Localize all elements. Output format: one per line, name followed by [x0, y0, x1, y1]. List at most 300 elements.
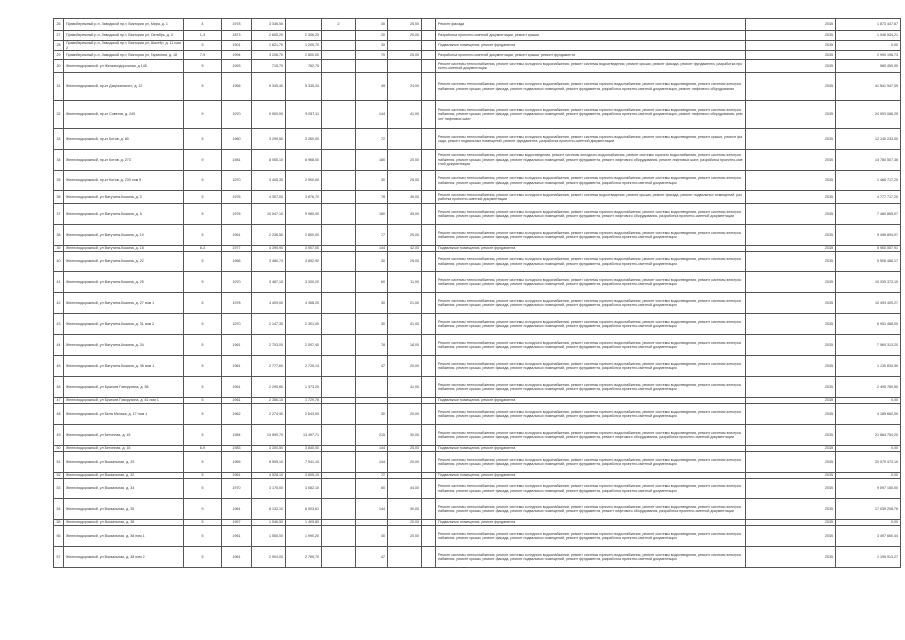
cell-cost: 10 493 400,27: [836, 293, 901, 314]
cell-empty: [422, 314, 436, 335]
cell-plan-year: 2035: [746, 246, 836, 252]
cell-living-area: 6 003,61: [286, 499, 322, 520]
cell-address: Железнодорожный, ул Вокзальная, д. 38 пом 1: [64, 526, 184, 547]
cell-number: 55: [54, 520, 64, 526]
cell-number: 31: [54, 73, 64, 101]
cell-cost: 7 480 865,07: [836, 204, 901, 225]
cell-address: Правобережный р-н, Заводской пр-т, Виктория ул, Гармония, д. 18: [64, 51, 184, 60]
cell-plan-year: 2035: [746, 51, 836, 60]
cell-work-types: Ремонт системы теплоснабжения, ремонт системы холодного водоснабжения, ремонт системы горячего водоснабжения, ремонт системы водоотведения, ремонт системы электроснабжения, ремонт крыши, ремонт фасада, ремонт подвальных помещений, ремонт фундамента, разработка проектно-сметной документации, ремонт лифтового оборудования: [436, 73, 746, 101]
cell-living-area: 13 497,71: [286, 425, 322, 446]
cell-total-area: 3 487,15: [252, 272, 286, 293]
cell-plan-year: 2035: [746, 377, 836, 398]
cell-number: 37: [54, 204, 64, 225]
cell-living-area: 1 373,20: [286, 377, 322, 398]
cell-plan-year: 2035: [746, 225, 836, 246]
cell-wear: 25,00: [388, 446, 422, 452]
cell-wear: 41,00: [388, 101, 422, 129]
cell-total-area: 9 900,00: [252, 101, 286, 129]
cell-cost: 980 450,00: [836, 60, 901, 73]
cell-address: Железнодорожный, ул Вокзальная, д. 38 пом 2: [64, 547, 184, 568]
cell-work-types: Ремонт системы теплоснабжения, ремонт системы холодного водоснабжения, ремонт системы горячего водоснабжения, ремонт системы водоотведения, ремонт системы электроснабжения, ремонт крыши, ремонт фасада, ремонт подвальных помещений, ремонт фундамента, разработка проектно-сметной документации: [436, 356, 746, 377]
cell-total-area: 8 132,10: [252, 499, 286, 520]
cell-year: 1970: [222, 272, 252, 293]
cell-work-types: Подвальные помещения, ремонт фундамента: [436, 398, 746, 404]
table-row: [54, 51, 901, 60]
cell-work-types: Подвальные помещения, ремонт фундамента: [436, 446, 746, 452]
cell-address: Железнодорожный, пр-кт Советов, д. 240: [64, 101, 184, 129]
cell-work-types: Ремонт системы теплоснабжения, ремонт системы холодного водоснабжения, ремонт системы горячего водоснабжения, ремонт системы водоотведения, ремонт системы электроснабжения, ремонт крыши, ремонт фасада, ремонт подвальных помещений, ремонт фундамента, разработка проектно-сметной документации: [436, 314, 746, 335]
cell-floors: 5: [184, 41, 222, 51]
cell-entrances: [322, 314, 356, 335]
cell-floors: 5: [184, 404, 222, 425]
cell-floors: 5: [184, 473, 222, 479]
table-row: [54, 225, 901, 246]
cell-floors: 5: [184, 191, 222, 204]
cell-work-types: Ремонт системы теплоснабжения, ремонт системы холодного водоснабжения, ремонт системы горячего водоснабжения, ремонт системы водоотведения, ремонт системы электроснабжения, ремонт крыши, ремонт фасада, ремонт подвальных помещений, ремонт фундамента, разработка проектно-сметной документации: [436, 293, 746, 314]
cell-address: Железнодорожный, ул Ватутина-Кожина, д. 34: [64, 335, 184, 356]
cell-wear: 20,00: [388, 31, 422, 41]
cell-year: 1994: [222, 51, 252, 60]
cell-year: 1977: [222, 246, 252, 252]
cell-cost: 7 960 313,20: [836, 335, 901, 356]
cell-empty: [422, 51, 436, 60]
cell-empty: [422, 377, 436, 398]
cell-floors: 5: [184, 526, 222, 547]
cell-work-types: Подвальные помещения, ремонт фундамента: [436, 473, 746, 479]
cell-floors: 1-3: [184, 31, 222, 41]
table-row: [54, 129, 901, 150]
cell-cost: 2 990 196,73: [836, 51, 901, 60]
cell-cost: 5 506 486,17: [836, 252, 901, 272]
cell-work-types: Ремонт системы теплоснабжения, ремонт системы холодного водоснабжения, ремонт системы горячего водоснабжения, ремонт системы водоотведения, ремонт крыши, ремонт фасада, ремонт подвальных помещений, ремонт фундамента, разработка проектно-сметной документации: [436, 129, 746, 150]
cell-number: 52: [54, 473, 64, 479]
cell-entrances: [322, 51, 356, 60]
cell-address: Железнодорожный, ул Бетонная, д. 15: [64, 425, 184, 446]
cell-empty: [422, 499, 436, 520]
table-row: [54, 73, 901, 101]
cell-living-area: 3 330,20: [286, 272, 322, 293]
cell-work-types: Ремонт системы теплоснабжения, ремонт системы холодного водоснабжения, ремонт системы горячего водоснабжения, ремонт системы водоотведения, ремонт системы электроснабжения, ремонт крыши, ремонт фасада, ремонт подвальных помещений, ремонт фундамента, разработка проектно-сметной документации: [436, 479, 746, 499]
cell-plan-year: 2035: [746, 171, 836, 191]
cell-cost: 10 339 373,10: [836, 272, 901, 293]
cell-number: 44: [54, 335, 64, 356]
cell-entrances: [322, 425, 356, 446]
cell-floors: 5: [184, 356, 222, 377]
cell-residents: 30: [356, 526, 388, 547]
cell-cost: 4 777 717,20: [836, 191, 901, 204]
cell-work-types: Ремонт системы теплоснабжения, ремонт системы холодного водоснабжения, ремонт системы горячего водоснабжения, ремонт системы водоотведения, ремонт системы электроснабжения, ремонт крыши, ремонт фасада, ремонт подвальных помещений, ремонт фундамента, разработка проектно-сметной документации, ремонт лифтового оборудования, ремонт лифтовых шахт: [436, 101, 746, 129]
cell-floors: 7-9: [184, 51, 222, 60]
cell-cost: 1 466 717,20: [836, 171, 901, 191]
cell-work-types: Ремонт системы теплоснабжения, ремонт системы холодного водоснабжения, ремонт системы водоотведения, ремонт крыши, ремонт фасада, ремонт фундамента, разработка проектно-сметной документации: [436, 60, 746, 73]
cell-total-area: 2 295,80: [252, 377, 286, 398]
cell-floors: 5: [184, 398, 222, 404]
cell-work-types: Ремонт системы теплоснабжения, ремонт системы холодного водоснабжения, ремонт системы горячего водоснабжения, ремонт системы водоотведения, ремонт системы электроснабжения, ремонт крыши, ремонт фасада, ремонт подвальных помещений, ремонт фундамента, ремонт лифтового оборудования, разработка проектно-сметной документации: [436, 204, 746, 225]
cell-total-area: 3 480,74: [252, 252, 286, 272]
cell-entrances: [322, 171, 356, 191]
cell-total-area: 2 703,00: [252, 335, 286, 356]
cell-plan-year: 2035: [746, 398, 836, 404]
cell-empty: [422, 547, 436, 568]
cell-year: 1956: [222, 73, 252, 101]
cell-year: 1961: [222, 473, 252, 479]
cell-plan-year: 2035: [746, 452, 836, 473]
cell-work-types: Ремонт системы теплоснабжения, ремонт системы холодного водоснабжения, ремонт системы водоотведения, ремонт крыши, ремонт фасада, ремонт подвальных помещений, разработка проектно-сметной документации: [436, 191, 746, 204]
cell-total-area: 5 345,40: [252, 73, 286, 101]
cell-address: Железнодорожный, пр-кт Дзержинского, д. 12: [64, 73, 184, 101]
cell-residents: 70: [356, 51, 388, 60]
table-body: [54, 19, 901, 568]
cell-year: 1961: [222, 547, 252, 568]
cell-year: 1970: [222, 171, 252, 191]
cell-total-area: 715,70: [252, 60, 286, 73]
cell-plan-year: 2035: [746, 314, 836, 335]
cell-empty: [422, 252, 436, 272]
cell-living-area: 3 605,10: [286, 473, 322, 479]
cell-wear: 11,00: [388, 272, 422, 293]
cell-plan-year: 2035: [746, 129, 836, 150]
cell-residents: 144: [356, 246, 388, 252]
cell-empty: [422, 452, 436, 473]
cell-number: 27: [54, 31, 64, 41]
cell-plan-year: 2035: [746, 404, 836, 425]
cell-address: Железнодорожный, ул Братьев Говорухина, д. 61 пом 1: [64, 398, 184, 404]
cell-floors: 5: [184, 452, 222, 473]
cell-wear: 45,00: [388, 204, 422, 225]
cell-empty: [422, 272, 436, 293]
cell-number: 50: [54, 446, 64, 452]
cell-floors: 5: [184, 272, 222, 293]
cell-residents: 30: [356, 252, 388, 272]
cell-residents: 72: [356, 129, 388, 150]
cell-living-area: 2 507,40: [286, 335, 322, 356]
table-row: [54, 19, 901, 31]
cell-floors: 5: [184, 425, 222, 446]
table-row: [54, 499, 901, 520]
cell-plan-year: 2035: [746, 547, 836, 568]
cell-plan-year: 2035: [746, 425, 836, 446]
cell-plan-year: 2035: [746, 520, 836, 526]
table-row: [54, 293, 901, 314]
cell-empty: [422, 171, 436, 191]
cell-number: 56: [54, 526, 64, 547]
cell-year: 1873: [222, 31, 252, 41]
cell-wear: 20,00: [388, 520, 422, 526]
cell-living-area: 2 900,00: [286, 171, 322, 191]
cell-wear: 30,00: [388, 425, 422, 446]
cell-empty: [422, 293, 436, 314]
cell-work-types: Ремонт системы теплоснабжения, ремонт системы холодного водоснабжения, ремонт системы горячего водоснабжения, ремонт системы водоотведения, ремонт системы электроснабжения, ремонт крыши, ремонт фасада, ремонт подвальных помещений, ремонт фундамента, разработка проектно-сметной документации: [436, 404, 746, 425]
cell-empty: [422, 31, 436, 41]
cell-number: 35: [54, 171, 64, 191]
cell-plan-year: 2035: [746, 499, 836, 520]
cell-living-area: 4 358,20: [286, 293, 322, 314]
cell-entrances: [322, 526, 356, 547]
cell-cost: 2 495 760,50: [836, 377, 901, 398]
cell-entrances: [322, 191, 356, 204]
cell-floors: 9: [184, 499, 222, 520]
cell-residents: 30: [356, 314, 388, 335]
cell-total-area: 2 605,20: [252, 31, 286, 41]
cell-year: 1961: [222, 398, 252, 404]
cell-total-area: 2 236,50: [252, 225, 286, 246]
cell-living-area: 3 907,00: [286, 246, 322, 252]
cell-living-area: 9 057,11: [286, 101, 322, 129]
cell-total-area: 13 590,70: [252, 425, 286, 446]
cell-residents: 47: [356, 547, 388, 568]
cell-empty: [422, 19, 436, 31]
cell-total-area: 3 346,50: [252, 19, 286, 31]
cell-residents: [356, 377, 388, 398]
table-row: [54, 41, 901, 51]
table-row: [54, 191, 901, 204]
table-row: [54, 150, 901, 171]
cell-wear: 20,00: [388, 526, 422, 547]
cell-number: 57: [54, 547, 64, 568]
cell-wear: [388, 41, 422, 51]
cell-number: 49: [54, 425, 64, 446]
cell-entrances: [322, 41, 356, 51]
cell-work-types: Ремонт системы теплоснабжения, ремонт системы холодного водоснабжения, ремонт системы горячего водоснабжения, ремонт системы водоотведения, ремонт системы электроснабжения, ремонт крыши, ремонт фасада, ремонт подвальных помещений, ремонт фундамента, разработка проектно-сметной документации: [436, 452, 746, 473]
cell-residents: 47: [356, 356, 388, 377]
cell-floors: 5: [184, 129, 222, 150]
cell-wear: 20,00: [388, 452, 422, 473]
cell-year: 1970: [222, 479, 252, 499]
capital-repair-table: [53, 18, 901, 568]
cell-address: Железнодорожный, ул Ватутина-Кожина, д. 5: [64, 204, 184, 225]
cell-residents: 30: [356, 293, 388, 314]
cell-total-area: 3 175,00: [252, 479, 286, 499]
cell-living-area: 2 800,00: [286, 51, 322, 60]
cell-cost: 0,00: [836, 41, 901, 51]
cell-residents: 78: [356, 335, 388, 356]
cell-address: Железнодорожный, ул Вокзальная, д. 29: [64, 452, 184, 473]
cell-residents: 60: [356, 479, 388, 499]
cell-empty: [422, 101, 436, 129]
cell-residents: 77: [356, 225, 388, 246]
cell-address: Правобережный р-н, Заводской пр-т, Виктория ул, Шахтёр, д. 11 пом 2: [64, 41, 184, 51]
cell-residents: 215: [356, 425, 388, 446]
cell-number: 29: [54, 51, 64, 60]
cell-year: 1981: [222, 499, 252, 520]
cell-work-types: Ремонт фасада: [436, 19, 746, 31]
cell-floors: 5: [184, 293, 222, 314]
cell-year: 1957: [222, 520, 252, 526]
cell-address: Железнодорожный, ул Ватутина-Кожина, д. 36 пом 1: [64, 356, 184, 377]
cell-wear: 25,00: [388, 51, 422, 60]
cell-wear: 20,00: [388, 356, 422, 377]
cell-residents: 72: [356, 473, 388, 479]
cell-floors: 6-3: [184, 246, 222, 252]
cell-total-area: 3 290,50: [252, 129, 286, 150]
cell-address: Железнодорожный, ул Вокзальная, д. 32: [64, 473, 184, 479]
cell-address: Правобережный р-н, Заводской пр-т, Виктория ул, Мира, д. 1: [64, 19, 184, 31]
cell-entrances: [322, 60, 356, 73]
cell-living-area: 2 765,70: [286, 547, 322, 568]
table-row: [54, 60, 901, 73]
cell-address: Железнодорожный, ул Вокзальная, д. 35: [64, 499, 184, 520]
cell-total-area: 3 300,50: [252, 446, 286, 452]
cell-floors: 5: [184, 225, 222, 246]
cell-plan-year: 2035: [746, 101, 836, 129]
cell-living-area: 2 643,00: [286, 404, 322, 425]
cell-empty: [422, 60, 436, 73]
cell-year: 1981: [222, 150, 252, 171]
cell-plan-year: 2035: [746, 293, 836, 314]
cell-living-area: 3 082,10: [286, 479, 322, 499]
cell-address: Железнодорожный, ул Ватутина-Кожина, д. 18: [64, 246, 184, 252]
cell-cost: 3 497 660,44: [836, 526, 901, 547]
cell-work-types: Ремонт системы теплоснабжения, ремонт системы холодного водоснабжения, ремонт системы горячего водоснабжения, ремонт системы водоотведения, ремонт системы электроснабжения, ремонт крыши, ремонт фасада, ремонт подвальных помещений, ремонт фундамента, разработка проектно-сметной документации: [436, 335, 746, 356]
cell-empty: [422, 225, 436, 246]
cell-plan-year: 2035: [746, 60, 836, 73]
cell-empty: [422, 479, 436, 499]
cell-address: Железнодорожный, ул Ватутина-Кожина, д. 3: [64, 191, 184, 204]
cell-residents: 144: [356, 446, 388, 452]
cell-living-area: 2 800,00: [286, 225, 322, 246]
cell-entrances: [322, 293, 356, 314]
table-row: [54, 425, 901, 446]
cell-year: 1961: [222, 356, 252, 377]
cell-number: 33: [54, 129, 64, 150]
table-row: [54, 526, 901, 547]
cell-number: 32: [54, 101, 64, 129]
cell-number: 42: [54, 293, 64, 314]
cell-entrances: [322, 129, 356, 150]
cell-living-area: 1 990,20: [286, 526, 322, 547]
cell-address: Железнодорожный, ул Ватутина-Кожина, д. 25: [64, 272, 184, 293]
cell-living-area: 2 301,00: [286, 314, 322, 335]
cell-floors: 9: [184, 101, 222, 129]
cell-cost: 1 195 913,27: [836, 547, 901, 568]
cell-residents: 144: [356, 452, 388, 473]
cell-cost: 9 496 894,07: [836, 225, 901, 246]
cell-entrances: 2: [322, 19, 356, 31]
cell-cost: 17 039 208,76: [836, 499, 901, 520]
cell-entrances: [322, 252, 356, 272]
cell-address: Железнодорожный, ул Ватутина-Кожина, д. 27 пом 1: [64, 293, 184, 314]
cell-work-types: Ремонт системы теплоснабжения, ремонт системы холодного водоснабжения, ремонт системы горячего водоснабжения, ремонт системы водоотведения, ремонт системы электроснабжения, ремонт крыши, ремонт фасада, ремонт подвальных помещений, ремонт фундамента, разработка проектно-сметной документации: [436, 547, 746, 568]
cell-work-types: Разработка проектно-сметной документации, ремонт крыши, ремонт фундамента: [436, 51, 746, 60]
cell-total-area: 8 595,10: [252, 452, 286, 473]
cell-wear: 20,00: [388, 404, 422, 425]
cell-number: 39: [54, 246, 64, 252]
cell-wear: 18,00: [388, 335, 422, 356]
cell-work-types: Ремонт системы теплоснабжения, ремонт системы холодного водоснабжения, ремонт системы горячего водоснабжения, ремонт системы водоотведения, ремонт системы электроснабжения, ремонт крыши, ремонт фасада, ремонт подвальных помещений, ремонт фундамента, разработка проектно-сметной документации: [436, 225, 746, 246]
cell-address: Железнодорожный, пр-кт Котов, д. 273: [64, 150, 184, 171]
cell-entrances: [322, 204, 356, 225]
cell-year: 1993: [222, 60, 252, 73]
cell-total-area: 1 550,00: [252, 526, 286, 547]
cell-floors: 4: [184, 19, 222, 31]
cell-year: 1965: [222, 452, 252, 473]
cell-floors: 5: [184, 204, 222, 225]
cell-cost: 1 130 830,50: [836, 356, 901, 377]
cell-floors: 5: [184, 520, 222, 526]
cell-residents: 180: [356, 150, 388, 171]
cell-year: 1961: [222, 335, 252, 356]
cell-residents: 30: [356, 41, 388, 51]
cell-living-area: 3 260,00: [286, 129, 322, 150]
cell-number: 48: [54, 404, 64, 425]
cell-year: 1984: [222, 425, 252, 446]
cell-year: 1960: [222, 129, 252, 150]
cell-number: 43: [54, 314, 64, 335]
cell-work-types: Подвальные помещения, ремонт фундамента: [436, 520, 746, 526]
cell-work-types: Подвальные помещения, ремонт фундамента: [436, 246, 746, 252]
cell-living-area: 1 405,80: [286, 520, 322, 526]
cell-number: 46: [54, 377, 64, 398]
cell-work-types: Ремонт системы теплоснабжения, ремонт системы водоотведения, ремонт системы холодного водоснабжения, ремонт системы горячего водоснабжения, ремонт системы электроснабжения, ремонт крыши, ремонт фасада, ремонт подвальных помещений, ремонт фундамента, ремонт лифтового оборудования, ремонт лифтовых шахт, разработка проектно-сметной документации: [436, 150, 746, 171]
cell-living-area: 2 306,20: [286, 31, 322, 41]
cell-number: 53: [54, 479, 64, 499]
cell-entrances: [322, 101, 356, 129]
cell-total-area: 1 621,70: [252, 41, 286, 51]
cell-wear: 41,00: [388, 314, 422, 335]
cell-floors: 5: [184, 479, 222, 499]
cell-plan-year: 2035: [746, 150, 836, 171]
cell-work-types: Подвальные помещения, ремонт фундамента: [436, 41, 746, 51]
cell-number: 28: [54, 41, 64, 51]
cell-work-types: Ремонт системы теплоснабжения, ремонт системы холодного водоснабжения, ремонт системы горячего водоснабжения, ремонт системы водоотведения, ремонт системы электроснабжения, ремонт крыши, ремонт фасада, ремонт подвальных помещений, ремонт фундамента, разработка проектно-сметной документации: [436, 526, 746, 547]
cell-empty: [422, 73, 436, 101]
cell-total-area: 2 904,00: [252, 547, 286, 568]
cell-wear: 25,00: [388, 19, 422, 31]
cell-plan-year: 2035: [746, 272, 836, 293]
cell-total-area: 8 055,10: [252, 150, 286, 171]
cell-total-area: 3 405,30: [252, 171, 286, 191]
cell-entrances: [322, 377, 356, 398]
cell-residents: 180: [356, 204, 388, 225]
cell-plan-year: 2035: [746, 479, 836, 499]
cell-residents: 30: [356, 404, 388, 425]
cell-living-area: 2 725,14: [286, 356, 322, 377]
cell-year: 1970: [222, 314, 252, 335]
cell-cost: 0,00: [836, 398, 901, 404]
cell-plan-year: 2035: [746, 204, 836, 225]
cell-floors: 9: [184, 150, 222, 171]
cell-total-area: 2 356,10: [252, 398, 286, 404]
cell-year: 1970: [222, 101, 252, 129]
table-row: [54, 547, 901, 568]
cell-living-area: 1 205,70: [286, 41, 322, 51]
cell-residents: 30: [356, 19, 388, 31]
cell-entrances: [322, 73, 356, 101]
table-row: [54, 452, 901, 473]
cell-floors: 5: [184, 60, 222, 73]
cell-total-area: 3 208,70: [252, 51, 286, 60]
cell-address: Железнодорожный, ул Ватутина-Кожина, д. 31 пом 2: [64, 314, 184, 335]
cell-wear: 44,00: [388, 479, 422, 499]
cell-cost: 0,00: [836, 473, 901, 479]
cell-empty: [422, 526, 436, 547]
table-row: [54, 252, 901, 272]
cell-residents: 144: [356, 101, 388, 129]
table-row: [54, 171, 901, 191]
cell-total-area: 4 307,00: [252, 191, 286, 204]
cell-wear: 25,00: [388, 225, 422, 246]
cell-number: 51: [54, 452, 64, 473]
cell-address: Правобережный р-н, Заводской пр-т, Виктория ул, Октябрь, д. 3: [64, 31, 184, 41]
cell-residents: [356, 60, 388, 73]
cell-living-area: 762,70: [286, 60, 322, 73]
cell-residents: 60: [356, 272, 388, 293]
cell-number: 36: [54, 191, 64, 204]
cell-living-area: 3 840,00: [286, 446, 322, 452]
cell-work-types: Ремонт системы теплоснабжения, ремонт системы холодного водоснабжения, ремонт системы горячего водоснабжения, ремонт системы водоотведения, ремонт системы электроснабжения, ремонт крыши, ремонт фасада, ремонт подвальных помещений, ремонт фундамента, разработка проектно-сметной документации: [436, 272, 746, 293]
cell-empty: [422, 191, 436, 204]
